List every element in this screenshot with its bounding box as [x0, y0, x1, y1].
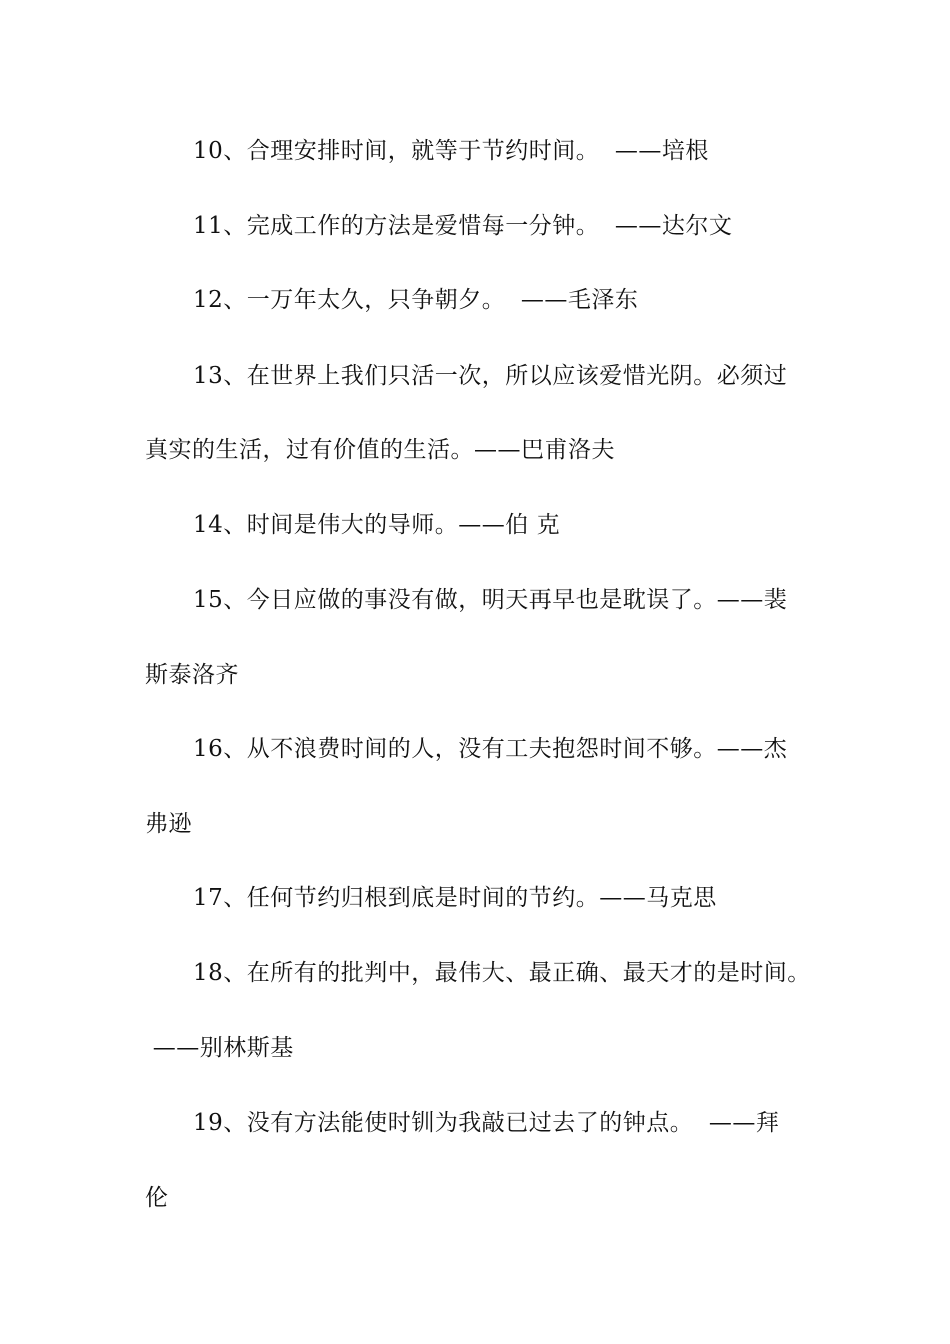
quote-18-line-1: 18、在所有的批判中，最伟大、最正确、最天才的是时间。 [193, 960, 811, 986]
quote-14-line: 14、时间是伟大的导师。——伯 克 [193, 512, 561, 538]
quote-10-line: 10、合理安排时间，就等于节约时间。 ——培根 [193, 138, 709, 164]
quote-13-line-1: 13、在世界上我们只活一次，所以应该爱惜光阴。必须过 [193, 363, 788, 389]
quote-13-line-2: 真实的生活，过有价值的生活。——巴甫洛夫 [145, 437, 615, 463]
quote-16-line-1: 16、从不浪费时间的人，没有工夫抱怨时间不够。——杰 [193, 736, 788, 762]
quote-11-line: 11、完成工作的方法是爱惜每一分钟。 ——达尔文 [193, 213, 733, 239]
quote-19-line-2: 伦 [145, 1185, 169, 1211]
quote-15-line-1: 15、今日应做的事没有做，明天再早也是耽误了。——裴 [193, 587, 788, 613]
quote-19-line-1: 19、没有方法能使时钏为我敲已过去了的钟点。 ——拜 [193, 1110, 780, 1136]
quote-18-line-2: ——别林斯基 [145, 1035, 294, 1061]
quote-12-line: 12、一万年太久，只争朝夕。 ——毛泽东 [193, 287, 639, 313]
quote-16-line-2: 弗逊 [145, 811, 192, 837]
quote-17-line: 17、任何节约归根到底是时间的节约。——马克思 [193, 885, 717, 911]
quote-15-line-2: 斯泰洛齐 [145, 662, 239, 688]
